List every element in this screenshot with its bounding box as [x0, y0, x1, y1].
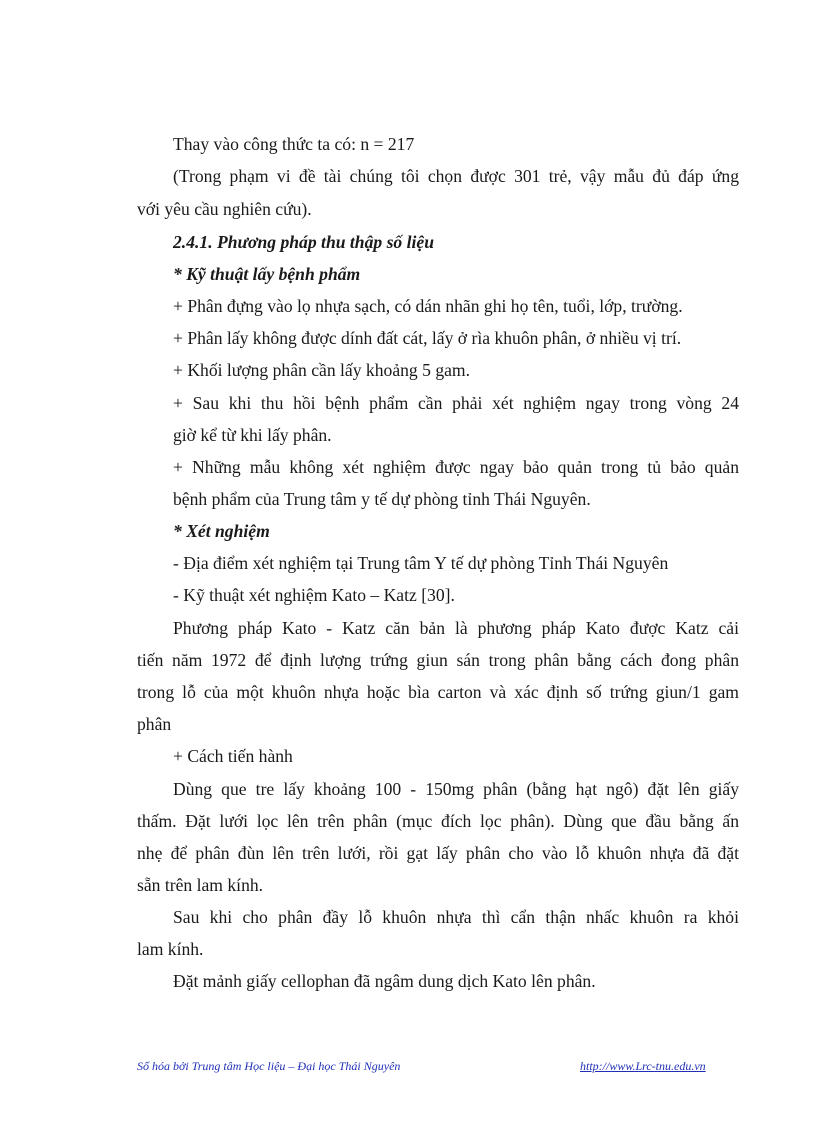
- text-line: - Địa điểm xét nghiệm tại Trung tâm Y tế dự phòng Tỉnh Thái Nguyên: [173, 553, 669, 573]
- text-line: thấm. Đặt lưới lọc lên trên phân (mục đích lọc phân). Dùng que đầu bằng ấn: [137, 811, 739, 831]
- text-line: Sau khi cho phân đầy lỗ khuôn nhựa thì cẩn thận nhấc khuôn ra khỏi: [173, 907, 739, 927]
- section-heading: 2.4.1. Phương pháp thu thập số liệu: [173, 232, 434, 252]
- text-line: + Những mẫu không xét nghiệm được ngay bảo quản trong tủ bảo quản: [173, 457, 739, 477]
- text-line: + Phân lấy không được dính đất cát, lấy ở rìa khuôn phân, ở nhiều vị trí.: [173, 328, 682, 348]
- footer-credit: Số hóa bởi Trung tâm Học liệu – Đại học Thái Nguyên: [137, 1059, 401, 1073]
- text-line: tiến năm 1972 để định lượng trứng giun sán trong phân bằng cách đong phân: [137, 650, 739, 670]
- text-line: (Trong phạm vi đề tài chúng tôi chọn được 301 trẻ, vậy mẫu đủ đáp ứng: [173, 166, 739, 186]
- text-line: + Sau khi thu hồi bệnh phẩm cần phải xét nghiệm ngay trong vòng 24: [173, 393, 739, 413]
- text-line: + Khối lượng phân cần lấy khoảng 5 gam.: [173, 360, 471, 380]
- text-line: Dùng que tre lấy khoảng 100 - 150mg phân (bằng hạt ngô) đặt lên giấy: [173, 779, 739, 799]
- text-line: + Cách tiến hành: [173, 746, 293, 766]
- text-line: phân: [137, 714, 172, 734]
- text-line: lam kính.: [137, 939, 204, 959]
- text-line: Đặt mảnh giấy cellophan đã ngâm dung dịch Kato lên phân.: [173, 971, 596, 991]
- text-line: nhẹ để phân đùn lên trên lưới, rồi gạt lấy phân cho vào lỗ khuôn nhựa đã đặt: [137, 843, 739, 863]
- text-line: - Kỹ thuật xét nghiệm Kato – Katz [30].: [173, 585, 455, 605]
- text-line: + Phân đựng vào lọ nhựa sạch, có dán nhãn ghi họ tên, tuổi, lớp, trường.: [173, 296, 683, 316]
- subsection-heading: * Kỹ thuật lấy bệnh phẩm: [173, 264, 361, 284]
- text-line: Phương pháp Kato - Katz căn bản là phương pháp Kato được Katz cải: [173, 618, 739, 638]
- footer-link[interactable]: http://www.Lrc-tnu.edu.vn: [580, 1059, 706, 1073]
- subsection-heading: * Xét nghiệm: [173, 521, 270, 541]
- text-line: trong lỗ của một khuôn nhựa hoặc bìa carton và xác định số trứng giun/1 gam: [137, 682, 739, 702]
- text-line: giờ kể từ khi lấy phân.: [173, 425, 332, 445]
- text-line: Thay vào công thức ta có: n = 217: [173, 134, 415, 154]
- text-line: bệnh phẩm của Trung tâm y tế dự phòng tỉnh Thái Nguyên.: [173, 489, 591, 509]
- text-line: sẵn trên lam kính.: [137, 875, 264, 895]
- text-line: với yêu cầu nghiên cứu).: [137, 199, 312, 219]
